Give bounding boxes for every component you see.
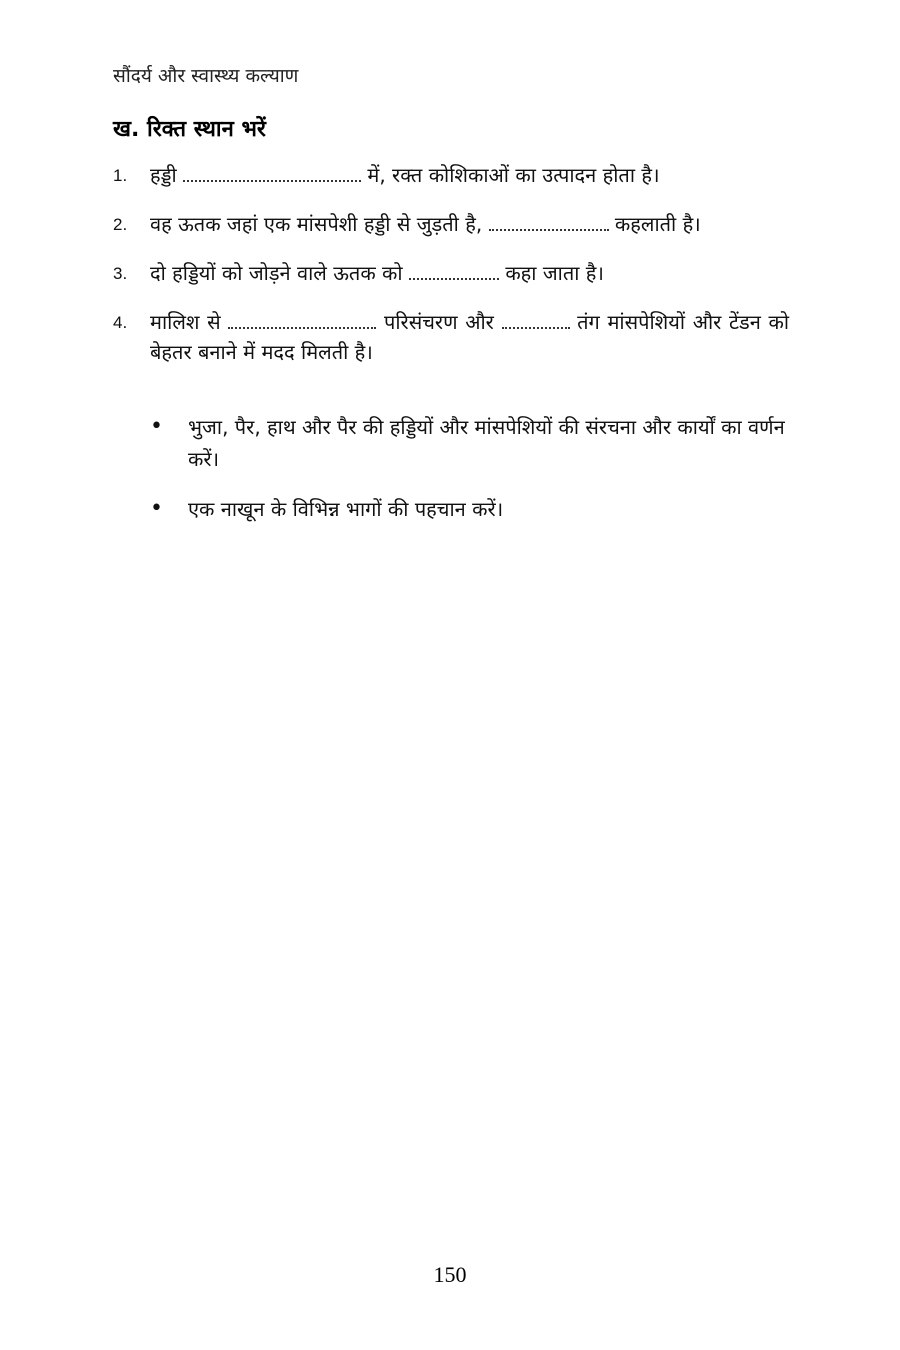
blank-field [409,264,499,280]
question-text: मालिश से [150,310,221,334]
question-number: 3. [113,264,128,283]
question-1 [113,160,789,190]
blank-field [489,215,609,231]
fill-in-the-blanks-list [113,160,789,386]
page-number: 150 [433,1262,467,1287]
bullet-icon: • [150,414,163,439]
objective-text: एक नाखून के विभिन्न भागों की पहचान करें। [188,497,504,521]
blank-field [502,313,570,329]
question-2 [113,209,789,239]
question-4 [113,307,789,367]
question-number: 2. [113,215,128,234]
question-number: 4. [113,313,128,332]
bullet-icon: • [150,496,163,521]
question-text: में, रक्त कोशिकाओं का उत्पादन होता है। [367,163,660,187]
blank-field [183,166,361,182]
running-header: सौंदर्य और स्वास्थ्य कल्याण [113,65,299,87]
question-text: तंग मांसपेशियों और टेंडन को बेहतर बनाने में मदद मिलती है। [150,310,790,364]
question-3 [113,258,789,288]
question-text: हड्डी [150,163,177,187]
question-text: वह ऊतक जहां एक मांसपेशी हड्डी से जुड़ती है, [150,212,483,236]
question-text: कहलाती है। [614,212,701,236]
blank-field [228,313,376,329]
question-number: 1. [113,166,128,185]
question-text: कहा जाता है। [505,261,604,285]
objective-item [150,493,790,525]
question-text: परिसंचरण और [383,310,494,334]
objective-item [150,411,790,475]
section-heading: ख. रिक्त स्थान भरें [113,117,266,142]
objectives-list [150,411,790,543]
objective-text: भुजा, पैर, हाथ और पैर की हड्डियों और मांसपेशियों की संरचना और कार्यों का वर्णन करें। [188,415,785,471]
question-text: दो हड्डियों को जोड़ने वाले ऊतक को [150,261,403,285]
